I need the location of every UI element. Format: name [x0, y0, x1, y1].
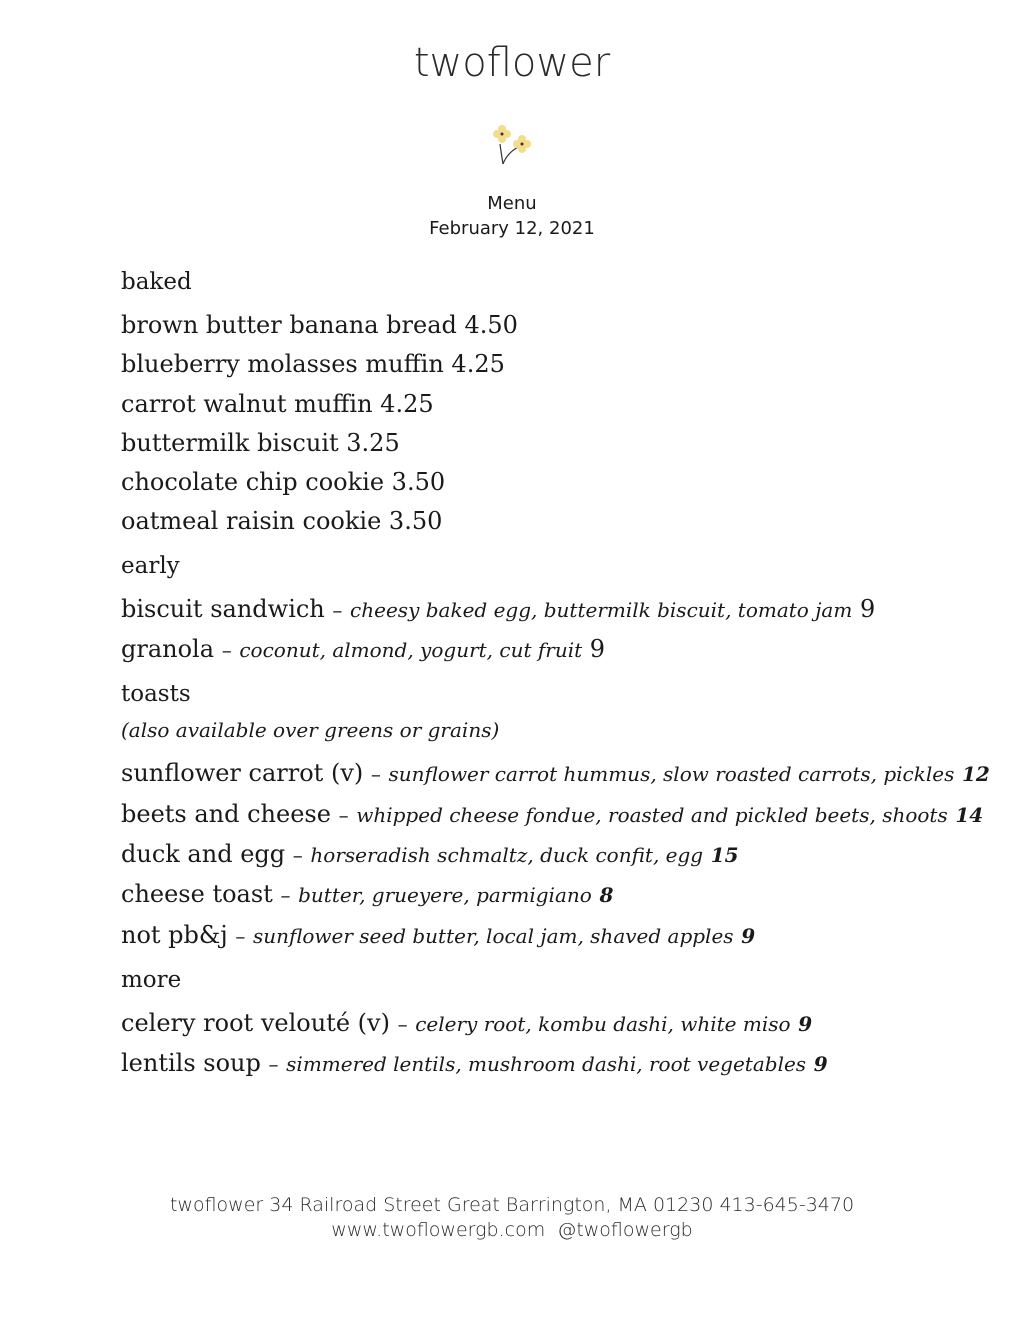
item-price: 15	[710, 842, 739, 867]
item-dash: –	[235, 923, 246, 948]
item-dash: –	[397, 1011, 408, 1036]
item-price: 14	[955, 802, 984, 827]
item-description: simmered lentils, mushroom dashi, root vegetables	[286, 1052, 807, 1077]
item-description: celery root, kombu dashi, white miso	[415, 1011, 791, 1036]
footer-website[interactable]: www.twoflowergb.com	[331, 1219, 546, 1241]
section-toasts-items	[121, 754, 990, 955]
menu-item	[121, 385, 981, 424]
item-price: 8	[599, 883, 614, 908]
item-name: cheese toast	[121, 880, 273, 909]
item-dash: –	[280, 883, 291, 908]
item-dash: –	[268, 1052, 279, 1077]
menu-item	[121, 424, 981, 463]
item-price: 4.50	[464, 311, 518, 339]
item-price: 3.25	[346, 428, 400, 457]
menu-item	[121, 630, 981, 670]
item-name: brown butter banana bread	[121, 311, 457, 339]
item-description: sunflower seed butter, local jam, shaved apples	[253, 923, 734, 948]
menu-item	[121, 835, 981, 875]
section-title-more: more	[121, 966, 182, 993]
item-name: chocolate chip cookie	[121, 468, 385, 497]
section-title-baked: baked	[121, 269, 192, 295]
item-name: duck and egg	[121, 839, 286, 868]
item-dash: –	[370, 762, 381, 787]
section-more-items	[121, 1004, 981, 1085]
item-description: horseradish schmaltz, duck confit, egg	[310, 842, 704, 867]
item-price: 12	[962, 762, 990, 787]
item-name: blueberry molasses muffin	[121, 350, 444, 379]
section-baked-items	[121, 306, 981, 542]
item-name: lentils soup	[121, 1049, 261, 1078]
menu-item	[121, 754, 990, 794]
item-name: sunflower carrot (v)	[121, 759, 364, 788]
footer-handle[interactable]: @twoflowergb	[557, 1219, 693, 1241]
item-name: carrot walnut muffin	[121, 389, 373, 418]
menu-item	[121, 590, 981, 630]
menu-item	[121, 502, 981, 541]
item-price: 4.25	[451, 350, 505, 379]
item-description: cheesy baked egg, buttermilk biscuit, tomato jam	[350, 597, 853, 622]
section-title-early: early	[121, 552, 180, 579]
section-note: (also available over greens or grains)	[121, 718, 500, 743]
footer-address: twoflower 34 Railroad Street Great Barrington, MA 01230 413-645-3470	[169, 1194, 855, 1216]
item-name: granola	[121, 635, 215, 664]
section-title-toasts: toasts	[121, 681, 191, 708]
item-description: sunflower carrot hummus, slow roasted carrots, pickles	[388, 762, 955, 787]
item-name: oatmeal raisin cookie	[121, 507, 382, 536]
menu-date: February 12, 2021	[429, 218, 595, 239]
item-price: 9	[813, 1052, 828, 1077]
item-price: 3.50	[388, 507, 443, 536]
item-dash: –	[332, 597, 343, 622]
item-description: butter, grueyere, parmigiano	[298, 883, 592, 908]
item-description: coconut, almond, yogurt, cut fruit	[239, 638, 583, 663]
item-dash: –	[221, 638, 232, 663]
item-name: celery root velouté (v)	[121, 1008, 390, 1037]
menu-item	[121, 1044, 981, 1084]
footer-links	[0, 1219, 1024, 1241]
item-price: 9	[859, 594, 876, 623]
item-dash: –	[292, 842, 303, 867]
menu-item	[121, 1004, 981, 1044]
brand-name: twoflower	[413, 40, 611, 86]
item-price: 9	[589, 635, 606, 664]
menu-content	[121, 262, 990, 1088]
item-price: 9	[798, 1011, 813, 1036]
menu-item	[121, 875, 981, 915]
menu-item	[121, 463, 981, 502]
menu-item	[121, 306, 981, 345]
item-description: whipped cheese fondue, roasted and pickled beets, shoots	[356, 802, 948, 827]
item-dash: –	[338, 802, 349, 827]
menu-item	[121, 795, 984, 835]
item-price: 9	[741, 923, 756, 948]
item-name: biscuit sandwich	[121, 594, 325, 623]
item-name: beets and cheese	[121, 799, 331, 828]
menu-title: Menu	[487, 193, 537, 214]
item-name: buttermilk biscuit	[121, 428, 339, 457]
menu-item	[121, 916, 981, 956]
menu-item	[121, 345, 981, 384]
flower-icon	[488, 120, 538, 170]
section-early-items	[121, 590, 981, 671]
item-name: not pb&j	[121, 920, 228, 949]
item-price: 4.25	[380, 389, 434, 418]
item-price: 3.50	[391, 468, 446, 497]
